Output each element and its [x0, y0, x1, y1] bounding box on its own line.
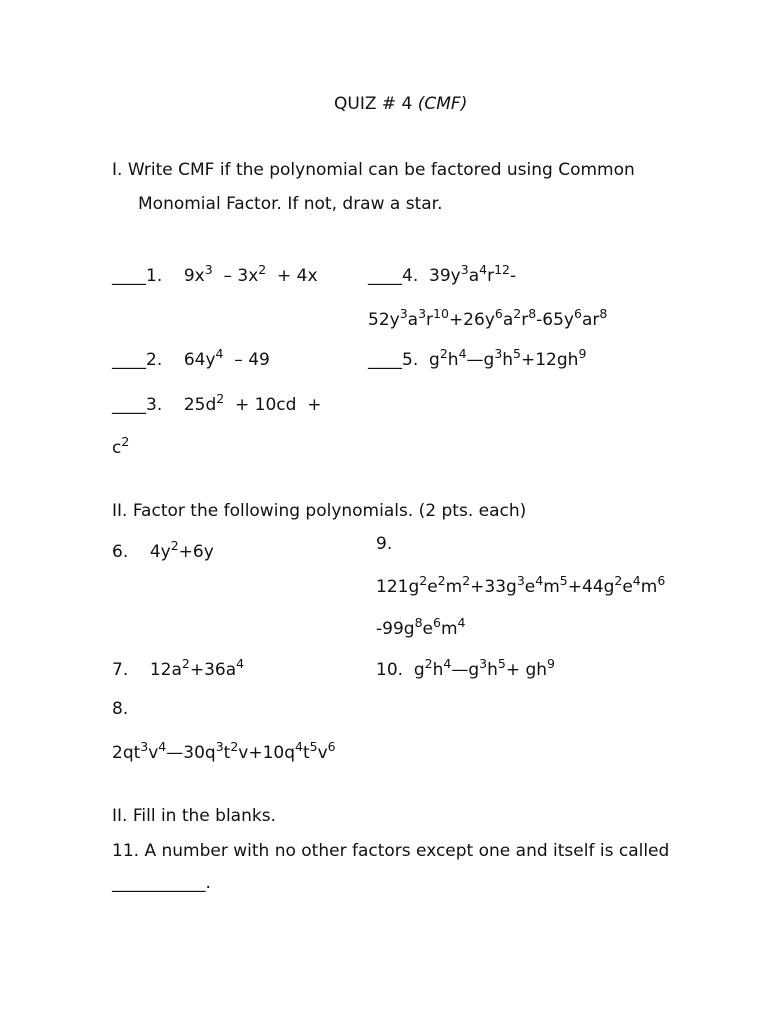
term-text: 2qt: [112, 743, 141, 763]
term-text: – 3x: [212, 266, 259, 286]
term-text: +26y: [448, 310, 495, 330]
exponent: 2: [121, 434, 130, 449]
term-text: +6y: [178, 542, 214, 562]
term-text: a: [468, 266, 480, 286]
exponent: 6: [327, 739, 336, 754]
term-text: m: [440, 619, 458, 639]
exponent: 5: [497, 656, 506, 671]
term-text: ____1. 9x: [112, 266, 205, 286]
term-text: – 49: [223, 350, 270, 370]
exponent: 6: [432, 615, 441, 630]
term-text: -: [509, 266, 517, 286]
term-text: —g: [451, 660, 480, 680]
question-10: [376, 656, 555, 680]
exponent: 4: [236, 656, 245, 671]
term-text: + 4x: [266, 266, 318, 286]
term-text: a: [502, 310, 514, 330]
exponent: 2: [216, 391, 225, 406]
term-text: c: [112, 438, 122, 458]
term-text: +12gh: [521, 350, 579, 370]
term-text: ____4. 39y: [368, 266, 461, 286]
exponent: 5: [559, 573, 568, 588]
term-text: v: [148, 743, 159, 763]
term-text: ar: [581, 310, 600, 330]
exponent: 8: [528, 306, 537, 321]
term-text: 121g: [376, 577, 420, 597]
exponent: 2: [462, 573, 471, 588]
exponent: 3: [399, 306, 408, 321]
exponent: 4: [535, 573, 544, 588]
exponent: 6: [494, 306, 503, 321]
exponent: 4: [158, 739, 167, 754]
exponent: 2: [424, 656, 433, 671]
term-text: -99g: [376, 619, 415, 639]
question-4: [368, 262, 517, 286]
term-text: —30q: [166, 743, 216, 763]
term-text: v+10q: [238, 743, 295, 763]
exponent: 2: [614, 573, 623, 588]
quiz-title: [334, 96, 467, 113]
exponent: 3: [418, 306, 427, 321]
exponent: 2: [437, 573, 446, 588]
exponent: 2: [258, 262, 267, 277]
term-text: 10. g: [376, 660, 425, 680]
question-9-continued: [376, 615, 466, 639]
term-text: a: [407, 310, 419, 330]
exponent: 12: [494, 262, 510, 277]
term-text: e: [422, 619, 433, 639]
exponent: 2: [181, 656, 190, 671]
exponent: 3: [479, 656, 488, 671]
question-8: [112, 739, 336, 763]
exponent: 2: [230, 739, 239, 754]
exponent: 2: [170, 538, 179, 553]
exponent: 3: [516, 573, 525, 588]
exponent: 2: [439, 346, 448, 361]
exponent: 8: [414, 615, 423, 630]
term-text: 52y: [368, 310, 400, 330]
exponent: 3: [494, 346, 503, 361]
exponent: 9: [547, 656, 555, 671]
term-text: r: [426, 310, 434, 330]
term-text: 7. 12a: [112, 660, 182, 680]
exponent: 8: [599, 306, 608, 321]
term-text: t: [302, 743, 310, 763]
term-text: m: [445, 577, 463, 597]
term-text: +36a: [189, 660, 237, 680]
question-3: [112, 391, 322, 415]
exponent: 4: [295, 739, 303, 754]
term-text: ____5. g: [368, 350, 440, 370]
term-text: +33g: [470, 577, 517, 597]
term-text: h: [432, 660, 444, 680]
term-text: r: [487, 266, 495, 286]
exponent: 4: [632, 573, 641, 588]
term-text: +44g: [567, 577, 615, 597]
term-text: v: [317, 743, 328, 763]
term-text: m: [543, 577, 560, 597]
term-text: ____2. 64y: [112, 350, 216, 370]
question-9-label: [376, 536, 392, 553]
section-1-heading: I. Write CMF if the polynomial can be factored using Common: [112, 160, 635, 180]
term-text: h: [502, 350, 514, 370]
term-text: e: [427, 577, 438, 597]
question-1: [112, 262, 318, 286]
exponent: 10: [433, 306, 449, 321]
section-3-heading: II. Fill in the blanks.: [112, 806, 276, 826]
exponent: 5: [309, 739, 318, 754]
term-text: h: [487, 660, 498, 680]
exponent: 3: [215, 739, 224, 754]
exponent: 4: [458, 346, 467, 361]
section-1-heading-continued: Monomial Factor. If not, draw a star.: [138, 194, 443, 214]
term-text: e: [524, 577, 536, 597]
question-6: [112, 538, 214, 562]
question-3-continued: [112, 434, 130, 458]
term-text: —g: [466, 350, 495, 370]
term-text: ____3. 25d: [112, 395, 217, 415]
term-text: + gh: [505, 660, 548, 680]
exponent: 3: [460, 262, 469, 277]
exponent: 3: [140, 739, 149, 754]
question-8-label: [112, 701, 128, 718]
quiz-title-text: QUIZ # 4: [334, 94, 418, 114]
term-text: r: [521, 310, 529, 330]
question-7: [112, 656, 245, 680]
term-text: + 10cd +: [224, 395, 322, 415]
exponent: 6: [657, 573, 666, 588]
term-text: 9.: [376, 534, 393, 554]
term-text: m: [640, 577, 658, 597]
term-text: 8.: [112, 699, 129, 719]
exponent: 4: [443, 656, 452, 671]
exponent: 4: [215, 346, 224, 361]
question-11-blank: ___________.: [112, 873, 211, 893]
term-text: t: [223, 743, 231, 763]
question-9: [376, 573, 666, 597]
quiz-title-subject: (CMF): [417, 94, 468, 114]
term-text: -65y: [536, 310, 574, 330]
question-2: [112, 346, 270, 370]
exponent: 4: [479, 262, 488, 277]
exponent: 5: [513, 346, 521, 361]
exponent: 9: [578, 346, 587, 361]
exponent: 2: [419, 573, 428, 588]
exponent: 4: [457, 615, 466, 630]
question-4-continued: [368, 306, 608, 330]
question-11: 11. A number with no other factors except one and itself is called: [112, 841, 670, 861]
term-text: h: [447, 350, 459, 370]
term-text: 6. 4y: [112, 542, 171, 562]
question-5: [368, 346, 587, 370]
exponent: 6: [573, 306, 582, 321]
exponent: 2: [513, 306, 522, 321]
term-text: e: [622, 577, 633, 597]
exponent: 3: [204, 262, 213, 277]
section-2-heading: II. Factor the following polynomials. (2 pts. each): [112, 501, 527, 521]
